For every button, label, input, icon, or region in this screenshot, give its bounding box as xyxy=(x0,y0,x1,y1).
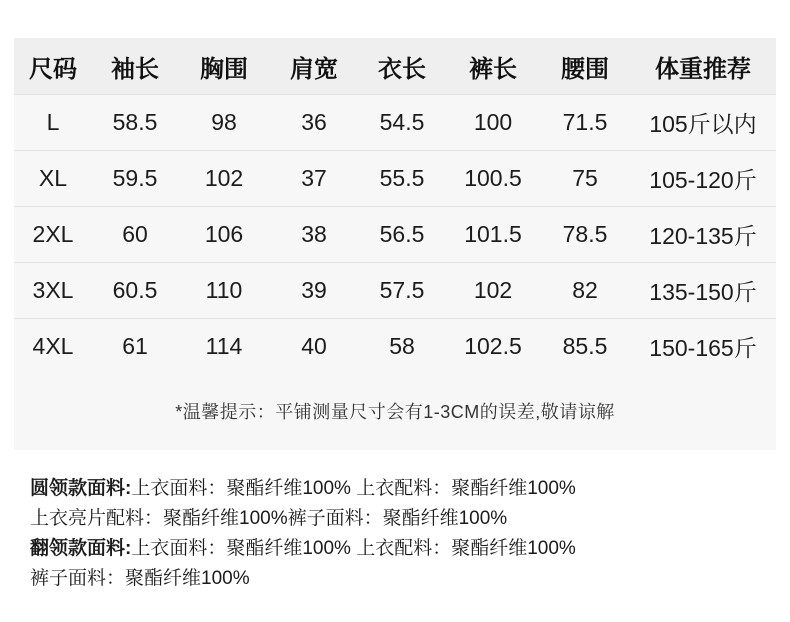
cell-size: 4XL xyxy=(32,333,74,359)
cell-sleeve-length: 60 xyxy=(92,207,178,263)
cell-sleeve-length: 61 xyxy=(122,333,148,359)
fabric-text-sequin: 上衣亮片配料：聚酯纤维100%裤子面料：聚酯纤维100% xyxy=(30,508,508,529)
cell-pants-length: 101.5 xyxy=(446,207,540,263)
column-header-bust: 胸围 xyxy=(178,38,270,95)
cell-bust: 114 xyxy=(205,333,243,359)
cell-weight-recommendation: 105斤以内 xyxy=(630,95,776,151)
cell-waist: 75 xyxy=(540,151,630,207)
table-row xyxy=(14,151,776,207)
cell-garment-length: 57.5 xyxy=(358,263,446,319)
cell-waist: 71.5 xyxy=(540,95,630,151)
cell-size: 2XL xyxy=(14,207,92,263)
table-row xyxy=(14,207,776,263)
fabric-label-lapel: 翻领款面料: xyxy=(30,538,132,559)
cell-pants-length: 100.5 xyxy=(446,151,540,207)
cell-garment-length: 56.5 xyxy=(358,207,446,263)
fabric-line-pants xyxy=(30,564,760,594)
size-table-panel xyxy=(14,38,776,450)
cell-size: XL xyxy=(14,151,92,207)
column-header-shoulder-width: 肩宽 xyxy=(270,38,358,95)
cell-pants-length: 102 xyxy=(446,263,540,319)
cell-waist: 82 xyxy=(540,263,630,319)
cell-shoulder-width: 38 xyxy=(270,207,358,263)
column-header-waist: 腰围 xyxy=(540,38,630,95)
cell-garment-length: 54.5 xyxy=(358,95,446,151)
cell-garment-length: 55.5 xyxy=(358,151,446,207)
cell-pants-length: 102.5 xyxy=(464,333,522,359)
fabric-text-crewneck: 上衣面料：聚酯纤维100% 上衣配料：聚酯纤维100% xyxy=(131,478,576,499)
table-row xyxy=(14,263,776,319)
cell-sleeve-length: 58.5 xyxy=(92,95,178,151)
cell-shoulder-width: 37 xyxy=(270,151,358,207)
table-row xyxy=(14,95,776,151)
fabric-composition-block xyxy=(30,474,760,594)
fabric-line-lapel xyxy=(30,534,760,564)
cell-sleeve-length: 59.5 xyxy=(92,151,178,207)
cell-shoulder-width: 40 xyxy=(301,333,327,359)
cell-bust: 110 xyxy=(178,263,270,319)
cell-size: 3XL xyxy=(14,263,92,319)
cell-weight-recommendation: 105-120斤 xyxy=(630,151,776,207)
cell-waist: 85.5 xyxy=(562,333,608,359)
cell-bust: 102 xyxy=(178,151,270,207)
column-header-pants-length: 裤长 xyxy=(446,38,540,95)
cell-weight-recommendation: 120-135斤 xyxy=(630,207,776,263)
measurement-note: *温馨提示：平铺测量尺寸会有1-3CM的误差,敬请谅解 xyxy=(175,402,615,422)
cell-size: L xyxy=(14,95,92,151)
fabric-label-crewneck: 圆领款面料: xyxy=(30,478,132,499)
cell-waist: 78.5 xyxy=(540,207,630,263)
table-header-row xyxy=(14,38,776,95)
column-header-weight-recommendation: 体重推荐 xyxy=(630,38,776,95)
column-header-sleeve-length: 袖长 xyxy=(92,38,178,95)
fabric-text-lapel: 上衣面料：聚酯纤维100% 上衣配料：聚酯纤维100% xyxy=(131,538,576,559)
table-row xyxy=(14,319,776,375)
fabric-line-crewneck xyxy=(30,474,760,504)
cell-garment-length: 58 xyxy=(389,333,415,359)
size-table-header xyxy=(14,38,776,95)
cell-weight-recommendation: 135-150斤 xyxy=(630,263,776,319)
cell-bust: 106 xyxy=(178,207,270,263)
cell-shoulder-width: 39 xyxy=(270,263,358,319)
cell-pants-length: 100 xyxy=(446,95,540,151)
cell-shoulder-width: 36 xyxy=(270,95,358,151)
cell-bust: 98 xyxy=(178,95,270,151)
size-table-body xyxy=(14,95,776,375)
cell-sleeve-length: 60.5 xyxy=(92,263,178,319)
column-header-size: 尺码 xyxy=(14,38,92,95)
size-table xyxy=(14,38,776,374)
cell-weight-recommendation: 150-165斤 xyxy=(649,335,757,361)
fabric-text-pants: 裤子面料：聚酯纤维100% xyxy=(30,568,250,589)
fabric-line-sequin xyxy=(30,504,760,534)
column-header-garment-length: 衣长 xyxy=(358,38,446,95)
